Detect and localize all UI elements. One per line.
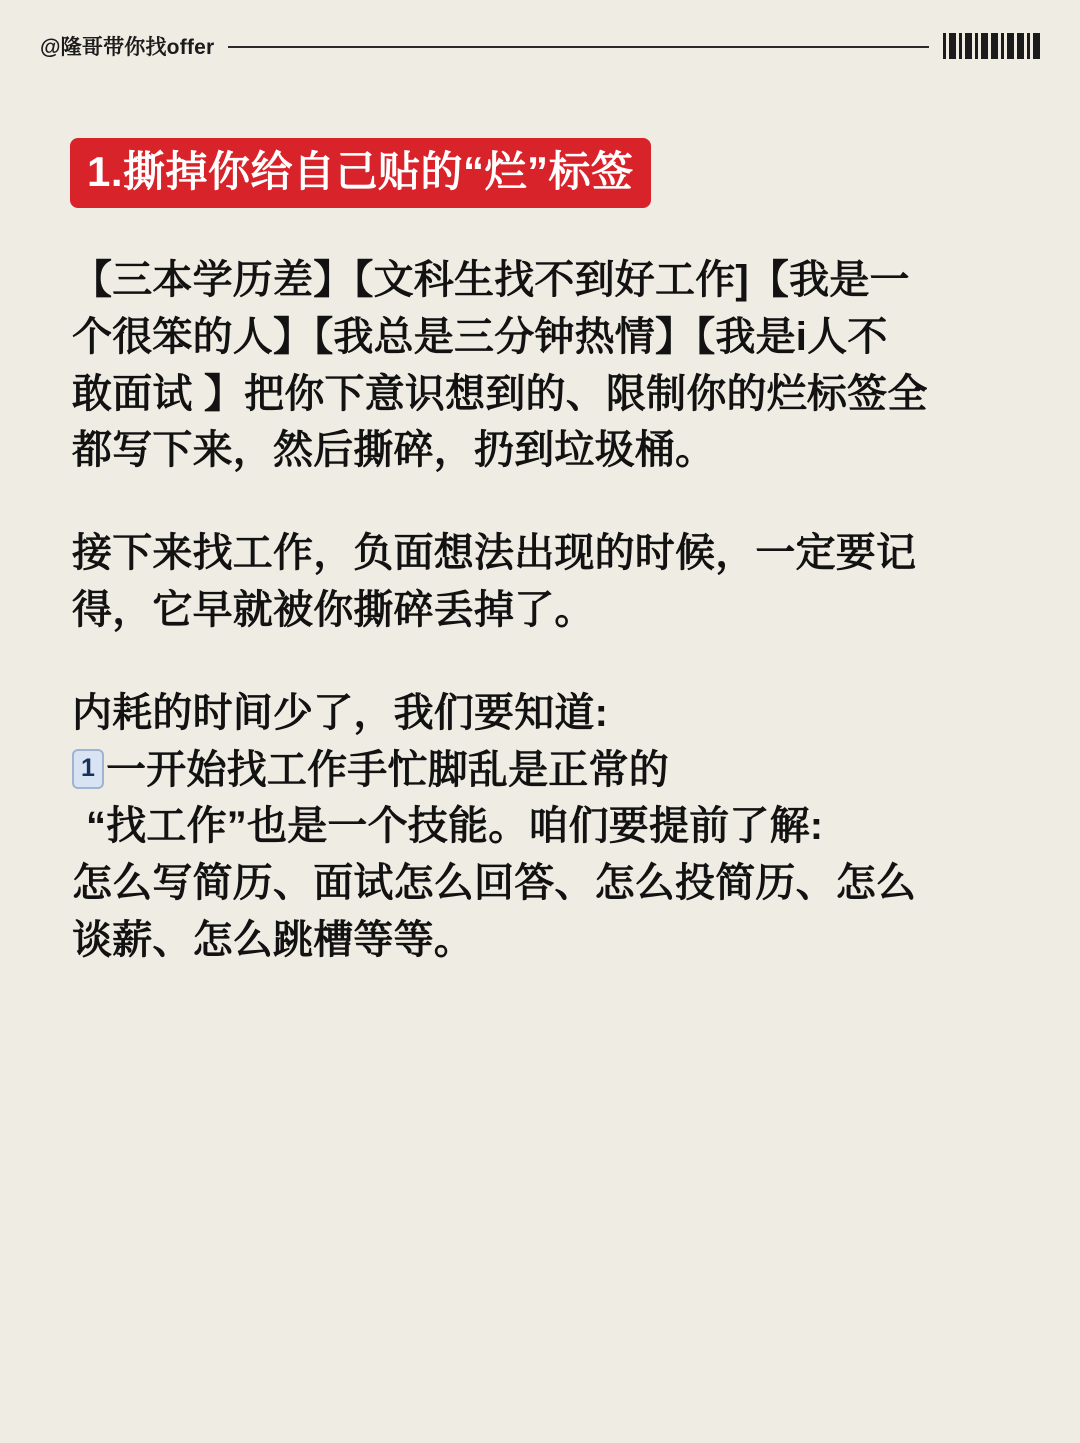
list-number-badge: 1 xyxy=(72,749,104,789)
paragraph-line: 个很笨的人】【我总是三分钟热情】【我是i人不 xyxy=(72,314,888,359)
paragraph-line: 接下来找工作，负面想法出现的时候，一定要记 xyxy=(72,531,917,576)
paragraph-intro-list xyxy=(72,685,1016,742)
paragraph-closing xyxy=(72,798,1016,968)
paragraph-line: 敢面试 】把你下意识想到的、限制你的烂标签全 xyxy=(72,371,928,416)
numbered-list-item xyxy=(72,742,1016,799)
article-body xyxy=(72,252,1016,969)
paragraph-line: 内耗的时间少了，我们要知道: xyxy=(72,690,609,735)
paragraph-line: 谈薪、怎么跳槽等等。 xyxy=(72,917,474,962)
paragraph-labels xyxy=(72,252,1016,479)
title-pill-label: 1.撕掉你给自己贴的“烂”标签 xyxy=(70,138,651,208)
paragraph-line: 都写下来，然后撕碎，扔到垃圾桶。 xyxy=(72,428,716,473)
paragraph-reminder xyxy=(72,525,1016,639)
paragraph-line: “找工作”也是一个技能。咱们要提前了解: xyxy=(86,804,824,849)
paragraph-line: 【三本学历差】【文科生找不到好工作]【我是一 xyxy=(72,258,910,302)
author-handle: @隆哥带你找offer xyxy=(40,36,215,59)
list-item-text: 一开始找工作手忙脚乱是正常的 xyxy=(106,747,669,792)
header-divider xyxy=(228,46,929,48)
paragraph-line: 得，它早就被你撕碎丢掉了。 xyxy=(72,587,595,632)
paragraph-line: 怎么写简历、面试怎么回答、怎么投简历、怎么 xyxy=(72,861,917,906)
barcode-decoration xyxy=(943,33,1040,59)
page-title xyxy=(70,138,651,208)
page-header xyxy=(40,26,1040,66)
